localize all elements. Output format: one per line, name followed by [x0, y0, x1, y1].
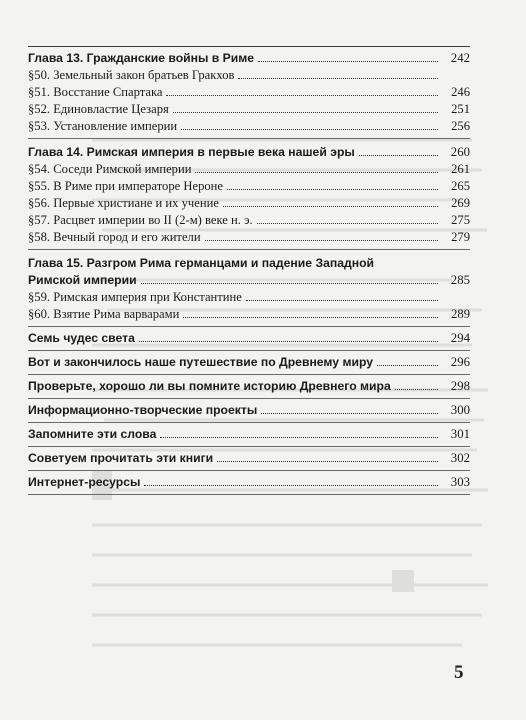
dot-leader	[395, 389, 438, 390]
toc-entry-chapter-14[interactable]	[28, 144, 470, 161]
page-ref: 289	[451, 307, 470, 321]
page-ref: 275	[451, 213, 470, 227]
section-label: §51. Восстание Спартака	[28, 85, 163, 99]
entry-label: Интернет-ресурсы	[28, 475, 141, 489]
back-matter-internet	[28, 471, 470, 495]
dot-leader	[166, 95, 438, 96]
back-matter-reading-list	[28, 447, 470, 471]
page-ref: 260	[450, 145, 470, 159]
dot-leader	[160, 437, 438, 438]
entry-label: Проверьте, хорошо ли вы помните историю Древнего мира	[28, 379, 391, 393]
toc-entry-projects[interactable]	[28, 402, 470, 419]
chapter-title: Глава 14. Римская империя в первые века нашей эры	[28, 145, 355, 159]
chapter-title: Глава 13. Гражданские войны в Риме	[28, 51, 255, 65]
chapter-13-section	[28, 46, 470, 139]
back-matter-glossary	[28, 423, 470, 447]
section-label: §55. В Риме при императоре Нероне	[28, 179, 223, 193]
dot-leader	[144, 485, 438, 486]
page-ref: 301	[450, 427, 470, 441]
page-ref: 279	[451, 230, 470, 244]
dot-leader	[173, 112, 438, 113]
dot-leader	[205, 240, 438, 241]
table-of-contents	[28, 46, 470, 495]
toc-entry-chapter-15-line1[interactable]: Глава 15. Разгром Рима германцами и падение Западной	[28, 256, 375, 270]
section-label: §60. Взятие Рима варварами	[28, 307, 180, 321]
page-ref: 285	[450, 273, 470, 287]
section-label: §50. Земельный закон братьев Гракхов	[28, 68, 235, 82]
page-ref: 246	[451, 85, 470, 99]
back-matter-journey-end	[28, 351, 470, 375]
dot-leader	[139, 341, 438, 342]
page-ref: 294	[450, 331, 470, 345]
dot-leader	[183, 317, 438, 318]
section-label: §52. Единовластие Цезаря	[28, 102, 169, 116]
section-label: §54. Соседи Римской империи	[28, 162, 192, 176]
dot-leader	[223, 206, 438, 207]
section-label: §58. Вечный город и его жители	[28, 230, 201, 244]
toc-entry-section-60[interactable]	[28, 306, 470, 323]
section-label: §53. Установление империи	[28, 119, 178, 133]
page-ref: 296	[450, 355, 470, 369]
toc-entry-section-57[interactable]	[28, 212, 470, 229]
entry-label: Вот и закончилось наше путешествие по Древнему миру	[28, 355, 374, 369]
chapter-14-section	[28, 139, 470, 250]
page-ref: 298	[450, 379, 470, 393]
section-label: §56. Первые христиане и их учение	[28, 196, 219, 210]
toc-entry-section-54[interactable]	[28, 161, 470, 178]
dot-leader	[141, 283, 438, 284]
dot-leader	[261, 413, 438, 414]
entry-label: Семь чудес света	[28, 331, 135, 345]
toc-entry-chapter-15[interactable]	[28, 272, 470, 289]
toc-entry-section-56[interactable]	[28, 195, 470, 212]
entry-label: Советуем прочитать эти книги	[28, 451, 214, 465]
toc-entry-review[interactable]	[28, 378, 470, 395]
toc-entry-section-58[interactable]	[28, 229, 470, 246]
toc-entry-section-55[interactable]	[28, 178, 470, 195]
page-ref: 251	[451, 102, 470, 116]
dot-leader	[257, 223, 438, 224]
dot-leader	[258, 61, 438, 62]
entry-label: Запомните эти слова	[28, 427, 157, 441]
toc-entry-section-50[interactable]	[28, 67, 470, 84]
dot-leader	[227, 189, 438, 190]
toc-entry-section-59[interactable]	[28, 289, 470, 306]
page-ref: 242	[450, 51, 470, 65]
toc-entry-chapter-13[interactable]	[28, 50, 470, 67]
page-ref: 303	[450, 475, 470, 489]
back-matter-review	[28, 375, 470, 399]
section-label: §59. Римская империя при Константине	[28, 290, 242, 304]
toc-entry-journey-end[interactable]	[28, 354, 470, 371]
chapter-title-line2: Римской империи	[28, 273, 137, 287]
page-ref: 265	[451, 179, 470, 193]
toc-entry-section-51[interactable]	[28, 84, 470, 101]
dot-leader	[238, 78, 438, 79]
dot-leader	[195, 172, 438, 173]
entry-label: Информационно-творческие проекты	[28, 403, 258, 417]
dot-leader	[181, 129, 438, 130]
dot-leader	[246, 300, 438, 301]
page-ref: 256	[451, 119, 470, 133]
toc-entry-glossary[interactable]	[28, 426, 470, 443]
toc-entry-internet[interactable]	[28, 474, 470, 491]
back-matter-projects	[28, 399, 470, 423]
toc-entry-section-52[interactable]	[28, 101, 470, 118]
dot-leader	[377, 365, 438, 366]
page-ref: 300	[450, 403, 470, 417]
toc-entry-section-53[interactable]	[28, 118, 470, 135]
chapter-15-section	[28, 250, 470, 327]
toc-entry-seven-wonders[interactable]	[28, 330, 470, 347]
page-number: 5	[454, 662, 464, 683]
back-matter-seven-wonders	[28, 327, 470, 351]
toc-entry-reading-list[interactable]	[28, 450, 470, 467]
section-label: §57. Расцвет империи во II (2-м) веке н. э.	[28, 213, 253, 227]
page-ref: 261	[451, 162, 470, 176]
page-ref: 302	[450, 451, 470, 465]
dot-leader	[359, 155, 438, 156]
dot-leader	[217, 461, 438, 462]
page-ref: 269	[451, 196, 470, 210]
